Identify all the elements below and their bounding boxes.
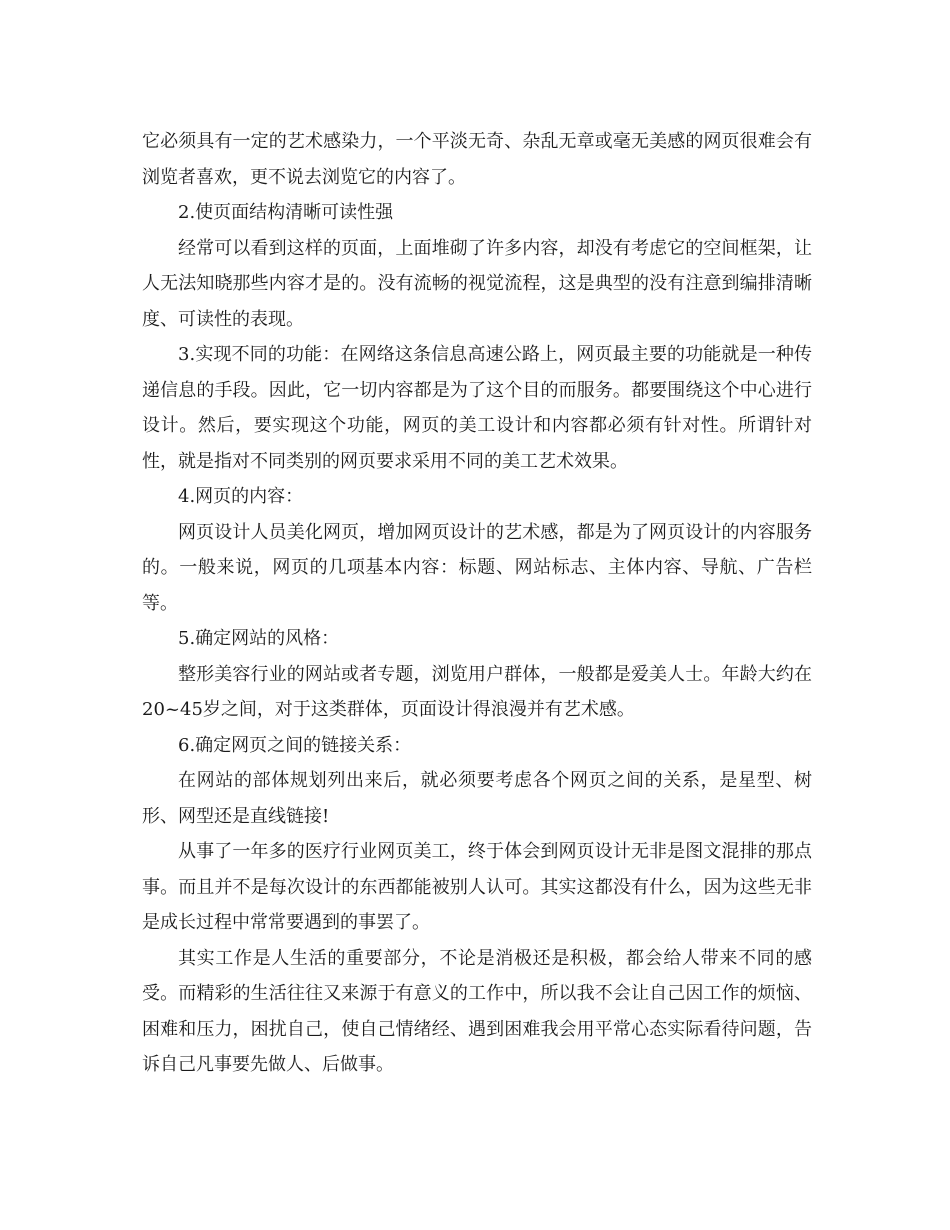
- paragraph-links: 在网站的部体规划列出来后，就必须要考虑各个网页之间的关系，是星型、树形、网型还是直线链接!: [142, 770, 812, 827]
- paragraph-reflection: 其实工作是人生活的重要部分，不论是消极还是积极，都会给人带来不同的感受。而精彩的生活往往又来源于有意义的工作中，所以我不会让自己因工作的烦恼、困难和压力，困扰自己，使自己情绪经、遇到困难我会用平常心态实际看待问题，告诉自己凡事要先做人、后做事。: [142, 947, 812, 1075]
- heading-4-content: 4.网页的内容：: [178, 486, 304, 507]
- paragraph-functions: 3.实现不同的功能：在网络这条信息高速公路上，网页最主要的功能就是一种传递信息的手段。因此，它一切内容都是为了这个目的而服务。都要围绕这个中心进行设计。然后，要实现这个功能，网页的美工设计和内容都必须有针对性。所谓针对性，就是指对不同类别的网页要求采用不同的美工艺术效果。: [142, 344, 812, 472]
- paragraph-experience: 从事了一年多的医疗行业网页美工，终于体会到网页设计无非是图文混排的那点事。而且并不是每次设计的东西都能被别人认可。其实这都没有什么，因为这些无非是成长过程中常常要遇到的事罢了。: [142, 841, 812, 933]
- heading-2-page-structure: 2.使页面结构清晰可读性强: [178, 202, 394, 223]
- paragraph-content: 网页设计人员美化网页，增加网页设计的艺术感，都是为了网页设计的内容服务的。一般来说，网页的几项基本内容：标题、网站标志、主体内容、导航、广告栏等。: [142, 521, 812, 614]
- document-body: [142, 124, 812, 1083]
- heading-5-style: 5.确定网站的风格：: [178, 628, 340, 649]
- paragraph-style: 整形美容行业的网站或者专题，浏览用户群体，一般都是爱美人士。年龄大约在20~45岁之间，对于这类群体，页面设计得浪漫并有艺术感。: [142, 663, 812, 720]
- heading-6-links: 6.确定网页之间的链接关系：: [178, 734, 412, 756]
- paragraph-1: 它必须具有一定的艺术感染力，一个平淡无奇、杂乱无章或毫无美感的网页很难会有浏览者喜欢，更不说去浏览它的内容了。: [142, 131, 812, 188]
- paragraph-page-structure: 经常可以看到这样的页面，上面堆砌了许多内容，却没有考虑它的空间框架，让人无法知晓那些内容才是的。没有流畅的视觉流程，这是典型的没有注意到编排清晰度、可读性的表现。: [142, 237, 812, 330]
